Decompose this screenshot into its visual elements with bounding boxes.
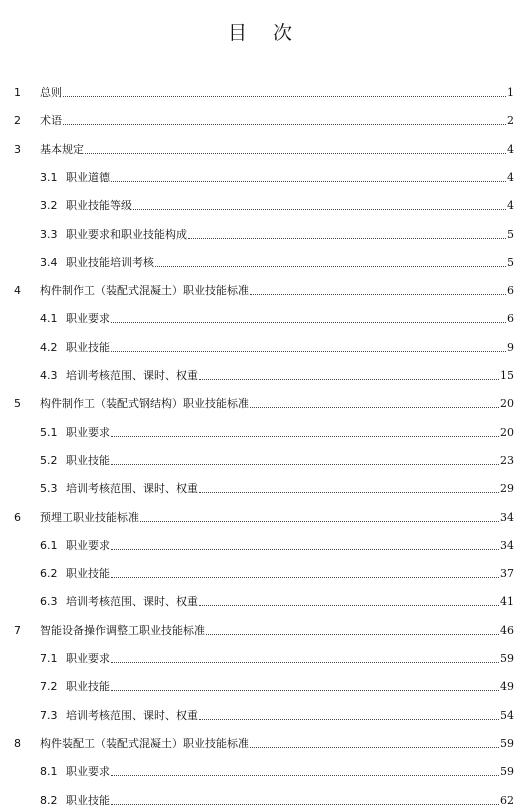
toc-section-entry[interactable] xyxy=(40,468,514,496)
toc-entry-number: 7.1 xyxy=(40,652,58,665)
toc-entry-label: 预埋工职业技能标准 xyxy=(40,510,139,524)
toc-dot-leader xyxy=(111,774,499,776)
toc-dot-leader xyxy=(250,293,506,295)
toc-chapter-entry[interactable] xyxy=(14,100,514,128)
toc-entry-number: 3.4 xyxy=(40,255,58,269)
toc-section-entry[interactable] xyxy=(40,780,514,808)
toc-entry-label: 职业要求 xyxy=(66,538,110,552)
toc-section-entry[interactable] xyxy=(40,525,514,553)
toc-entry-page-number: 62 xyxy=(500,793,514,807)
toc-entry-number: 3.2 xyxy=(40,199,58,213)
toc-chapter-entry[interactable] xyxy=(14,610,514,638)
toc-entry-number: 4 xyxy=(14,284,21,298)
toc-entry-label: 术语 xyxy=(40,114,62,128)
toc-entry-label: 智能设备操作调整工职业技能标准 xyxy=(40,623,205,637)
toc-entry-number: 3.3 xyxy=(40,227,58,241)
toc-entry-label: 职业道德 xyxy=(66,170,110,184)
toc-entry-number: 4.3 xyxy=(40,369,58,382)
toc-dot-leader xyxy=(250,746,499,748)
toc-entry-page-number: 34 xyxy=(500,538,514,552)
toc-entry-label: 培训考核范围、课时、权重 xyxy=(66,369,198,382)
toc-dot-leader xyxy=(111,548,499,550)
toc-dot-leader xyxy=(111,803,499,805)
toc-chapter-entry[interactable] xyxy=(14,723,514,751)
toc-entry-label: 职业技能培训考核 xyxy=(66,255,154,269)
toc-dot-leader xyxy=(188,237,506,239)
toc-entry-label: 职业技能 xyxy=(66,567,110,581)
toc-dot-leader xyxy=(63,123,506,125)
toc-entry-page-number: 23 xyxy=(500,453,514,467)
toc-entry-number: 5.3 xyxy=(40,482,58,496)
toc-section-entry[interactable] xyxy=(40,327,514,355)
toc-entry-label: 职业技能 xyxy=(66,340,110,354)
toc-entry-label: 基本规定 xyxy=(40,142,84,156)
toc-entry-page-number: 59 xyxy=(500,736,514,750)
toc-entry-page-number: 4 xyxy=(507,142,514,156)
toc-entry-label: 职业要求和职业技能构成 xyxy=(66,227,187,241)
toc-dot-leader xyxy=(111,661,499,663)
toc-dot-leader xyxy=(111,576,499,578)
toc-section-entry[interactable] xyxy=(40,553,514,581)
toc-section-entry[interactable] xyxy=(40,666,514,694)
toc-entry-label: 职业要求 xyxy=(66,765,110,779)
toc-entry-page-number: 54 xyxy=(500,708,514,722)
toc-dot-leader xyxy=(63,95,506,97)
toc-entry-page-number: 5 xyxy=(507,255,514,269)
page-title: 目 次 xyxy=(227,22,303,44)
toc-entry-page-number: 46 xyxy=(500,623,514,637)
toc-entry-label: 培训考核范围、课时、权重 xyxy=(66,482,198,496)
toc-chapter-entry[interactable] xyxy=(14,270,514,298)
toc-entry-label: 职业技能 xyxy=(66,680,110,694)
toc-entry-label: 构件制作工（装配式混凝土）职业技能标准 xyxy=(40,284,249,298)
toc-entry-number: 3 xyxy=(14,142,21,156)
toc-section-entry[interactable] xyxy=(40,157,514,185)
toc-chapter-entry[interactable] xyxy=(14,129,514,157)
toc-entry-number: 6 xyxy=(14,510,21,524)
toc-dot-leader xyxy=(111,321,506,323)
toc-section-entry[interactable] xyxy=(40,355,514,383)
toc-dot-leader xyxy=(199,491,499,493)
toc-chapter-entry[interactable] xyxy=(14,497,514,525)
toc-entry-page-number: 6 xyxy=(507,284,514,298)
toc-dot-leader xyxy=(199,378,499,380)
toc-entry-number: 1 xyxy=(14,86,21,99)
toc-entry-number: 8.2 xyxy=(40,793,58,807)
toc-dot-leader xyxy=(250,406,499,408)
toc-dot-leader xyxy=(199,718,499,720)
toc-entry-number: 6.1 xyxy=(40,538,58,552)
toc-entry-page-number: 20 xyxy=(500,397,514,411)
toc-section-entry[interactable] xyxy=(40,214,514,242)
toc-entry-page-number: 1 xyxy=(507,86,514,99)
toc-entry-page-number: 59 xyxy=(500,652,514,665)
toc-entry-number: 6.3 xyxy=(40,595,58,609)
toc-entry-number: 8 xyxy=(14,736,21,750)
toc-dot-leader xyxy=(85,152,506,154)
toc-section-entry[interactable] xyxy=(40,298,514,326)
toc-entry-number: 7.3 xyxy=(40,708,58,722)
toc-chapter-entry[interactable] xyxy=(14,72,514,100)
toc-entry-label: 职业技能 xyxy=(66,793,110,807)
toc-entry-page-number: 15 xyxy=(500,369,514,382)
toc-entry-number: 7 xyxy=(14,623,21,637)
toc-dot-leader xyxy=(111,689,499,691)
toc-dot-leader xyxy=(111,350,506,352)
toc-entry-number: 2 xyxy=(14,114,21,128)
toc-entry-number: 4.1 xyxy=(40,312,58,326)
toc-entry-page-number: 49 xyxy=(500,680,514,694)
toc-dot-leader xyxy=(206,633,499,635)
toc-entry-page-number: 2 xyxy=(507,114,514,128)
toc-section-entry[interactable] xyxy=(40,185,514,213)
toc-entry-page-number: 9 xyxy=(507,340,514,354)
toc-entry-page-number: 34 xyxy=(500,510,514,524)
toc-section-entry[interactable] xyxy=(40,412,514,440)
toc-dot-leader xyxy=(111,463,499,465)
toc-entry-number: 5.1 xyxy=(40,425,58,439)
toc-dot-leader xyxy=(111,435,499,437)
toc-section-entry[interactable] xyxy=(40,581,514,609)
toc-entry-label: 职业要求 xyxy=(66,312,110,326)
toc-dot-leader xyxy=(140,520,499,522)
toc-entry-page-number: 20 xyxy=(500,425,514,439)
toc-entry-number: 5.2 xyxy=(40,453,58,467)
toc-dot-leader xyxy=(199,604,499,606)
toc-entry-page-number: 59 xyxy=(500,765,514,779)
toc-dot-leader xyxy=(111,180,506,182)
toc-section-entry[interactable] xyxy=(40,695,514,723)
toc-entry-page-number: 4 xyxy=(507,199,514,213)
toc-entry-page-number: 6 xyxy=(507,312,514,326)
toc-entry-page-number: 29 xyxy=(500,482,514,496)
toc-dot-leader xyxy=(133,208,506,210)
toc-section-entry[interactable] xyxy=(40,751,514,779)
toc-entry-label: 构件制作工（装配式钢结构）职业技能标准 xyxy=(40,397,249,411)
toc-entry-number: 7.2 xyxy=(40,680,58,694)
toc-entry-number: 3.1 xyxy=(40,170,58,184)
toc-entry-number: 4.2 xyxy=(40,340,58,354)
toc-entry-number: 6.2 xyxy=(40,567,58,581)
toc-entry-label: 培训考核范围、课时、权重 xyxy=(66,595,198,609)
toc-entry-page-number: 4 xyxy=(507,170,514,184)
toc-entry-label: 培训考核范围、课时、权重 xyxy=(66,708,198,722)
toc-entry-number: 8.1 xyxy=(40,765,58,779)
toc-entry-label: 职业技能等级 xyxy=(66,199,132,213)
toc-entry-page-number: 5 xyxy=(507,227,514,241)
toc-entry-label: 职业要求 xyxy=(66,652,110,665)
toc-dot-leader xyxy=(155,265,506,267)
toc-entry-page-number: 41 xyxy=(500,595,514,609)
toc-section-entry[interactable] xyxy=(40,638,514,666)
toc-entry-number: 5 xyxy=(14,397,21,411)
toc-entry-label: 总则 xyxy=(40,86,62,99)
toc-entry-label: 构件装配工（装配式混凝土）职业技能标准 xyxy=(40,736,249,750)
toc-section-entry[interactable] xyxy=(40,440,514,468)
toc-chapter-entry[interactable] xyxy=(14,383,514,411)
toc-section-entry[interactable] xyxy=(40,242,514,270)
toc-entry-page-number: 37 xyxy=(500,567,514,581)
toc-entry-label: 职业技能 xyxy=(66,453,110,467)
toc-entry-label: 职业要求 xyxy=(66,425,110,439)
